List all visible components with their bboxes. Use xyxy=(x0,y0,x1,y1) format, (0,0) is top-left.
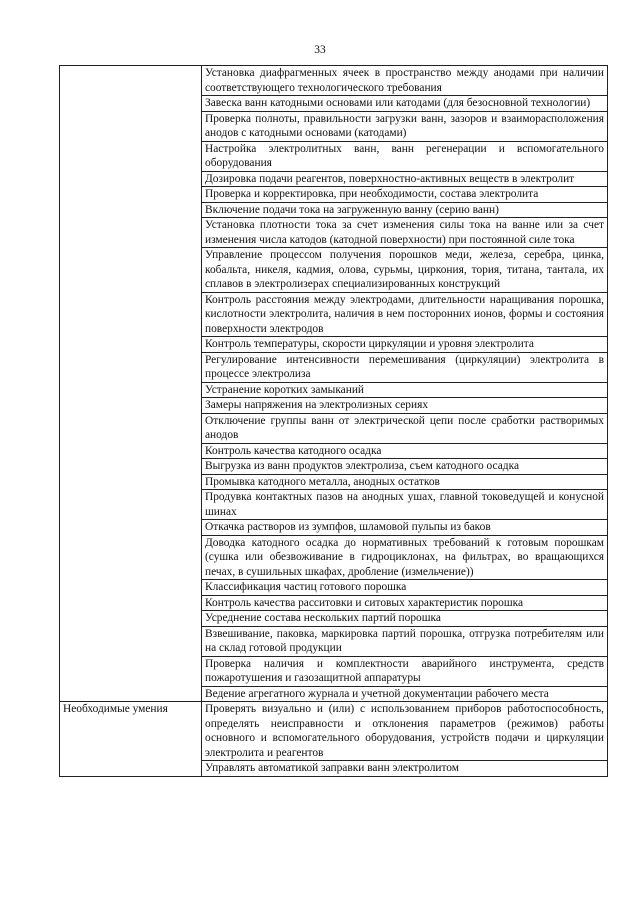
item-cell: Управление процессом получения порошков меди, железа, серебра, цинка, кобальта, никеля, кадмия, олова, сурьмы, циркония, тория, титана, тантала, их сплавов в электролизерах специализированных конструкций xyxy=(202,248,608,293)
item-cell: Доводка катодного осадка до нормативных требований к готовым порошкам (сушка или обезвоживание в гидроциклонах, на фильтрах, во вращающихся печах, в сушильных шкафах, дробление (измельчение)) xyxy=(202,535,608,580)
item-cell: Контроль качества катодного осадка xyxy=(202,443,608,459)
table-body xyxy=(60,66,608,777)
table-row xyxy=(60,702,608,761)
item-cell: Замеры напряжения на электролизных сериях xyxy=(202,398,608,414)
item-cell: Контроль расстояния между электродами, длительности наращивания порошка, кислотности электролита, наличия в нем посторонних ионов, формы и состояния поверхности электродов xyxy=(202,292,608,337)
item-cell: Ведение агрегатного журнала и учетной документации рабочего места xyxy=(202,686,608,702)
item-cell: Завеска ванн катодными основами или катодами (для безосновной технологии) xyxy=(202,96,608,112)
item-cell: Дозировка подачи реагентов, поверхностно-активных веществ в электролит xyxy=(202,171,608,187)
table-row xyxy=(60,66,608,96)
item-cell: Проверка наличия и комплектности аварийного инструмента, средств пожаротушения и газозащитной аппаратуры xyxy=(202,656,608,686)
item-cell: Откачка растворов из зумпфов, шламовой пульпы из баков xyxy=(202,520,608,536)
row-label-cell xyxy=(60,66,202,702)
item-cell: Управлять автоматикой заправки ванн электролитом xyxy=(202,761,608,777)
item-cell: Усреднение состава нескольких партий порошка xyxy=(202,611,608,627)
item-cell: Продувка контактных пазов на анодных ушах, главной токоведущей и конусной шинах xyxy=(202,490,608,520)
item-cell: Контроль температуры, скорости циркуляции и уровня электролита xyxy=(202,337,608,353)
item-cell: Выгрузка из ванн продуктов электролиза, съем катодного осадка xyxy=(202,459,608,475)
item-cell: Контроль качества расситовки и ситовых характеристик порошка xyxy=(202,595,608,611)
item-cell: Проверять визуально и (или) с использованием приборов работоспособность, определять неисправности и отклонения параметров (режимов) работы основного и вспомогательного оборудования, устройств подачи и циркуляции электролита и реагентов xyxy=(202,702,608,761)
item-cell: Взвешивание, паковка, маркировка партий порошка, отгрузка потребителям или на склад готовой продукции xyxy=(202,626,608,656)
item-cell: Проверка полноты, правильности загрузки ванн, зазоров и взаиморасположения анодов с катодными основами (катодами) xyxy=(202,111,608,141)
page-number: 33 xyxy=(314,44,326,56)
item-cell: Включение подачи тока на загруженную ванну (серию ванн) xyxy=(202,202,608,218)
item-cell: Установка диафрагменных ячеек в пространство между анодами при наличии соответствующего технологического требования xyxy=(202,66,608,96)
item-cell: Отключение группы ванн от электрической цепи после сработки растворимых анодов xyxy=(202,413,608,443)
labor-functions-table xyxy=(59,65,608,777)
item-cell: Установка плотности тока за счет изменения силы тока на ванне или за счет изменения числа катодов (катодной поверхности) при постоянной силе тока xyxy=(202,218,608,248)
item-cell: Проверка и корректировка, при необходимости, состава электролита xyxy=(202,187,608,203)
item-cell: Промывка катодного металла, анодных остатков xyxy=(202,474,608,490)
item-cell: Классификация частиц готового порошка xyxy=(202,580,608,596)
item-cell: Настройка электролитных ванн, ванн регенерации и вспомогательного оборудования xyxy=(202,141,608,171)
item-cell: Регулирование интенсивности перемешивания (циркуляции) электролита в процессе электролиза xyxy=(202,352,608,382)
item-cell: Устранение коротких замыканий xyxy=(202,382,608,398)
row-label-cell: Необходимые умения xyxy=(60,702,202,777)
